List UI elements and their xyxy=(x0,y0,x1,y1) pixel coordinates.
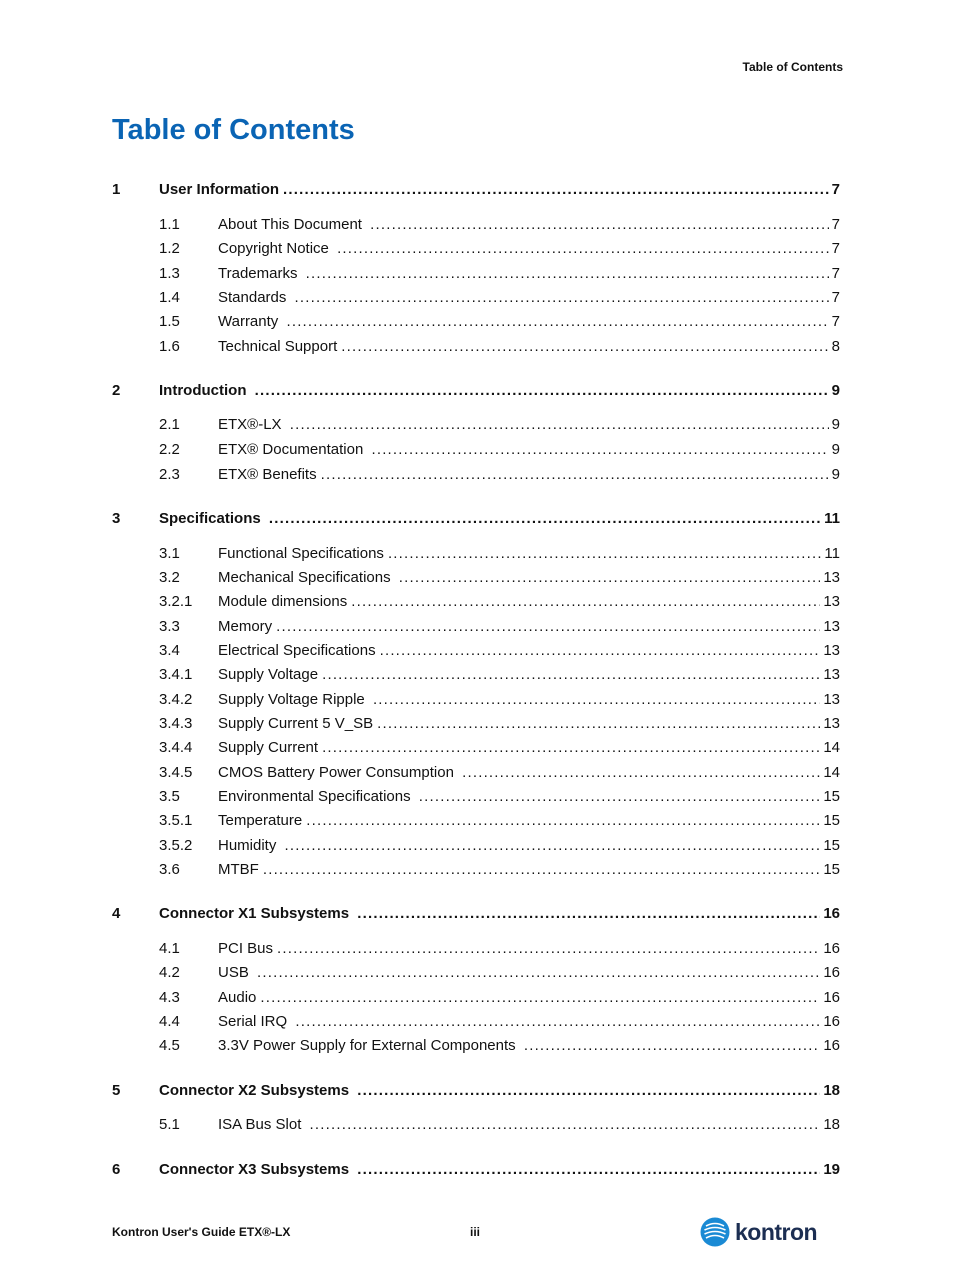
toc-section-entry[interactable] xyxy=(112,665,840,685)
toc-entry-number: 1.2 xyxy=(159,240,180,257)
toc-entry-page: 15 xyxy=(823,861,840,878)
toc-entry-title: Mechanical Specifications xyxy=(218,569,395,586)
toc-dot-leader xyxy=(337,239,829,259)
toc-section-entry[interactable] xyxy=(112,1036,840,1056)
toc-entry-number: 3.4 xyxy=(159,642,180,659)
toc-entry-title: Supply Voltage Ripple xyxy=(218,691,369,708)
toc-dot-leader xyxy=(295,1012,820,1032)
toc-entry-title: Electrical Specifications xyxy=(218,642,376,659)
toc-dot-leader xyxy=(269,509,821,529)
toc-section-entry[interactable] xyxy=(112,690,840,710)
toc-entry-page: 16 xyxy=(823,905,840,922)
toc-chapter-entry[interactable] xyxy=(112,1081,840,1101)
toc-dot-leader xyxy=(380,641,821,661)
toc-entry-number: 3.2 xyxy=(159,569,180,586)
toc-entry-page: 11 xyxy=(824,545,840,562)
toc-entry-title: ETX® Benefits xyxy=(218,466,317,483)
toc-entry-number: 1 xyxy=(112,181,121,198)
kontron-wordmark: kontron xyxy=(735,1218,818,1245)
toc-dot-leader xyxy=(377,714,820,734)
toc-entry-number: 6 xyxy=(112,1161,121,1178)
toc-dot-leader xyxy=(351,592,820,612)
toc-chapter-entry[interactable] xyxy=(112,509,840,529)
toc-entry-page: 7 xyxy=(831,265,840,282)
toc-chapter-entry[interactable] xyxy=(112,904,840,924)
toc-dot-leader xyxy=(357,1160,820,1180)
toc-section-entry[interactable] xyxy=(112,787,840,807)
toc-entry-number: 3.5.2 xyxy=(159,837,193,854)
toc-entry-page: 16 xyxy=(823,989,840,1006)
toc-entry-page: 15 xyxy=(823,837,840,854)
toc-entry-number: 2.3 xyxy=(159,466,180,483)
toc-dot-leader xyxy=(462,763,820,783)
toc-entry-number: 4.3 xyxy=(159,989,180,1006)
toc-entry-title: Trademarks xyxy=(218,265,302,282)
toc-entry-page: 7 xyxy=(831,289,840,306)
toc-entry-title: Introduction xyxy=(159,382,251,399)
toc-section-entry[interactable] xyxy=(112,312,840,332)
toc-entry-number: 4.2 xyxy=(159,964,180,981)
toc-entry-title: Connector X2 Subsystems xyxy=(159,1082,354,1099)
toc-section-entry[interactable] xyxy=(112,738,840,758)
toc-entry-number: 3.1 xyxy=(159,545,180,562)
toc-entry-title: Audio xyxy=(218,989,257,1006)
toc-dot-leader xyxy=(419,787,821,807)
toc-entry-title: ETX®-LX xyxy=(218,416,286,433)
toc-entry-number: 1.3 xyxy=(159,265,180,282)
toc-dot-leader xyxy=(285,836,821,856)
toc-entry-page: 9 xyxy=(831,416,840,433)
toc-entry-page: 13 xyxy=(823,715,840,732)
toc-entry-page: 7 xyxy=(831,181,840,198)
toc-entry-number: 3.4.3 xyxy=(159,715,193,732)
toc-entry-title: Supply Current xyxy=(218,739,319,756)
toc-chapter-entry[interactable] xyxy=(112,180,840,200)
toc-entry-title: Humidity xyxy=(218,837,281,854)
toc-entry-number: 4.5 xyxy=(159,1037,180,1054)
toc-entry-title: Serial IRQ xyxy=(218,1013,292,1030)
toc-entry-page: 16 xyxy=(823,940,840,957)
toc-entry-number: 4.4 xyxy=(159,1013,180,1030)
toc-dot-leader xyxy=(263,860,820,880)
toc-dot-leader xyxy=(277,939,820,959)
toc-dot-leader xyxy=(260,988,820,1008)
toc-entry-number: 3.3 xyxy=(159,618,180,635)
toc-dot-leader xyxy=(322,665,820,685)
toc-entry-number: 3.4.2 xyxy=(159,691,193,708)
toc-section-entry[interactable] xyxy=(112,288,840,308)
toc-entry-number: 1.6 xyxy=(159,338,180,355)
toc-entry-page: 8 xyxy=(831,338,840,355)
toc-section-entry[interactable] xyxy=(112,988,840,1008)
toc-entry-page: 7 xyxy=(831,216,840,233)
toc-entry-title: Standards xyxy=(218,289,291,306)
toc-entry-title: ISA Bus Slot xyxy=(218,1116,306,1133)
toc-entry-page: 13 xyxy=(823,618,840,635)
toc-entry-title: Warranty xyxy=(218,313,283,330)
toc-entry-number: 5 xyxy=(112,1082,121,1099)
toc-entry-page: 7 xyxy=(831,240,840,257)
toc-entry-title: Supply Current 5 V_SB xyxy=(218,715,374,732)
toc-entry-page: 7 xyxy=(831,313,840,330)
footer-document-title: Kontron User's Guide ETX®-LX xyxy=(112,1225,291,1239)
toc-entry-title: Functional Specifications xyxy=(218,545,384,562)
toc-entry-title: Technical Support xyxy=(218,338,338,355)
toc-entry-title: Supply Voltage xyxy=(218,666,319,683)
toc-dot-leader xyxy=(370,215,829,235)
toc-entry-title: MTBF xyxy=(218,861,259,878)
toc-dot-leader xyxy=(399,568,821,588)
kontron-logo xyxy=(700,1216,845,1248)
toc-dot-leader xyxy=(388,544,821,564)
toc-entry-page: 13 xyxy=(823,642,840,659)
toc-entry-page: 18 xyxy=(823,1082,840,1099)
toc-dot-leader xyxy=(357,1081,820,1101)
kontron-logo-icon xyxy=(700,1217,730,1247)
toc-entry-number: 3.2.1 xyxy=(159,593,193,610)
toc-dot-leader xyxy=(371,440,828,460)
toc-entry-title: Copyright Notice xyxy=(218,240,334,257)
toc-section-entry[interactable] xyxy=(112,415,840,435)
toc-section-entry[interactable] xyxy=(112,215,840,235)
toc-entry-number: 3.5 xyxy=(159,788,180,805)
toc-entry-title: Specifications xyxy=(159,510,265,527)
running-header: Table of Contents xyxy=(742,60,843,74)
toc-dot-leader xyxy=(286,312,828,332)
toc-entry-number: 1.1 xyxy=(159,216,180,233)
toc-entry-page: 16 xyxy=(823,964,840,981)
toc-entry-number: 3.4.4 xyxy=(159,739,193,756)
toc-dot-leader xyxy=(257,963,820,983)
toc-entry-page: 15 xyxy=(823,788,840,805)
toc-entry-page: 13 xyxy=(823,593,840,610)
toc-section-entry[interactable] xyxy=(112,465,840,485)
toc-entry-number: 3 xyxy=(112,510,121,527)
toc-section-entry[interactable] xyxy=(112,836,840,856)
toc-entry-number: 4 xyxy=(112,905,121,922)
toc-section-entry[interactable] xyxy=(112,239,840,259)
toc-entry-page: 9 xyxy=(831,466,840,483)
toc-dot-leader xyxy=(322,738,820,758)
toc-entry-title: 3.3V Power Supply for External Components xyxy=(218,1037,520,1054)
toc-entry-page: 16 xyxy=(823,1037,840,1054)
toc-entry-number: 2 xyxy=(112,382,121,399)
toc-dot-leader xyxy=(373,690,820,710)
toc-entry-title: PCI Bus xyxy=(218,940,274,957)
toc-section-entry[interactable] xyxy=(112,337,840,357)
toc-dot-leader xyxy=(255,381,829,401)
toc-entry-number: 1.4 xyxy=(159,289,180,306)
toc-section-entry[interactable] xyxy=(112,264,840,284)
toc-section-entry[interactable] xyxy=(112,1012,840,1032)
toc-dot-leader xyxy=(283,180,829,200)
toc-entry-number: 1.5 xyxy=(159,313,180,330)
toc-section-entry[interactable] xyxy=(112,811,840,831)
toc-entry-page: 18 xyxy=(823,1116,840,1133)
toc-dot-leader xyxy=(341,337,828,357)
toc-entry-title: Memory xyxy=(218,618,273,635)
toc-dot-leader xyxy=(524,1036,820,1056)
toc-entry-title: Environmental Specifications xyxy=(218,788,415,805)
toc-chapter-entry[interactable] xyxy=(112,1160,840,1180)
toc-section-entry[interactable] xyxy=(112,939,840,959)
toc-entry-page: 13 xyxy=(823,691,840,708)
toc-entry-page: 13 xyxy=(823,569,840,586)
toc-dot-leader xyxy=(310,1115,821,1135)
toc-section-entry[interactable] xyxy=(112,617,840,637)
toc-entry-page: 14 xyxy=(823,764,840,781)
toc-dot-leader xyxy=(321,465,829,485)
toc-entry-page: 9 xyxy=(831,382,840,399)
toc-entry-page: 14 xyxy=(823,739,840,756)
toc-entry-title: Connector X1 Subsystems xyxy=(159,905,354,922)
toc-entry-title: Connector X3 Subsystems xyxy=(159,1161,354,1178)
toc-entry-title: About This Document xyxy=(218,216,367,233)
toc-entry-number: 3.4.5 xyxy=(159,764,193,781)
toc-entry-title: User Information xyxy=(159,181,280,198)
toc-entry-number: 3.6 xyxy=(159,861,180,878)
toc-dot-leader xyxy=(290,415,829,435)
toc-entry-number: 3.4.1 xyxy=(159,666,193,683)
toc-entry-title: Module dimensions xyxy=(218,593,348,610)
toc-dot-leader xyxy=(306,811,820,831)
toc-section-entry[interactable] xyxy=(112,1115,840,1135)
page-title: Table of Contents xyxy=(112,114,355,146)
toc-chapter-entry[interactable] xyxy=(112,381,840,401)
toc-section-entry[interactable] xyxy=(112,568,840,588)
toc-entry-page: 15 xyxy=(823,812,840,829)
toc-section-entry[interactable] xyxy=(112,763,840,783)
toc-section-entry[interactable] xyxy=(112,860,840,880)
toc-entry-page: 16 xyxy=(823,1013,840,1030)
toc-dot-leader xyxy=(295,288,829,308)
toc-section-entry[interactable] xyxy=(112,641,840,661)
toc-entry-page: 11 xyxy=(824,510,840,527)
toc-section-entry[interactable] xyxy=(112,440,840,460)
toc-entry-title: CMOS Battery Power Consumption xyxy=(218,764,459,781)
toc-section-entry[interactable] xyxy=(112,714,840,734)
toc-dot-leader xyxy=(306,264,829,284)
toc-entry-title: USB xyxy=(218,964,254,981)
toc-dot-leader xyxy=(357,904,820,924)
toc-dot-leader xyxy=(276,617,820,637)
toc-entry-number: 2.1 xyxy=(159,416,180,433)
toc-entry-number: 2.2 xyxy=(159,441,180,458)
toc-entry-page: 9 xyxy=(831,441,840,458)
toc-section-entry[interactable] xyxy=(112,544,840,564)
footer-page-number: iii xyxy=(470,1225,481,1239)
toc-entry-number: 4.1 xyxy=(159,940,180,957)
toc-entry-title: ETX® Documentation xyxy=(218,441,368,458)
toc-entry-page: 13 xyxy=(823,666,840,683)
toc-section-entry[interactable] xyxy=(112,963,840,983)
toc-entry-page: 19 xyxy=(823,1161,840,1178)
toc-section-entry[interactable] xyxy=(112,592,840,612)
toc-entry-number: 3.5.1 xyxy=(159,812,193,829)
toc-entry-title: Temperature xyxy=(218,812,303,829)
toc-entry-number: 5.1 xyxy=(159,1116,180,1133)
